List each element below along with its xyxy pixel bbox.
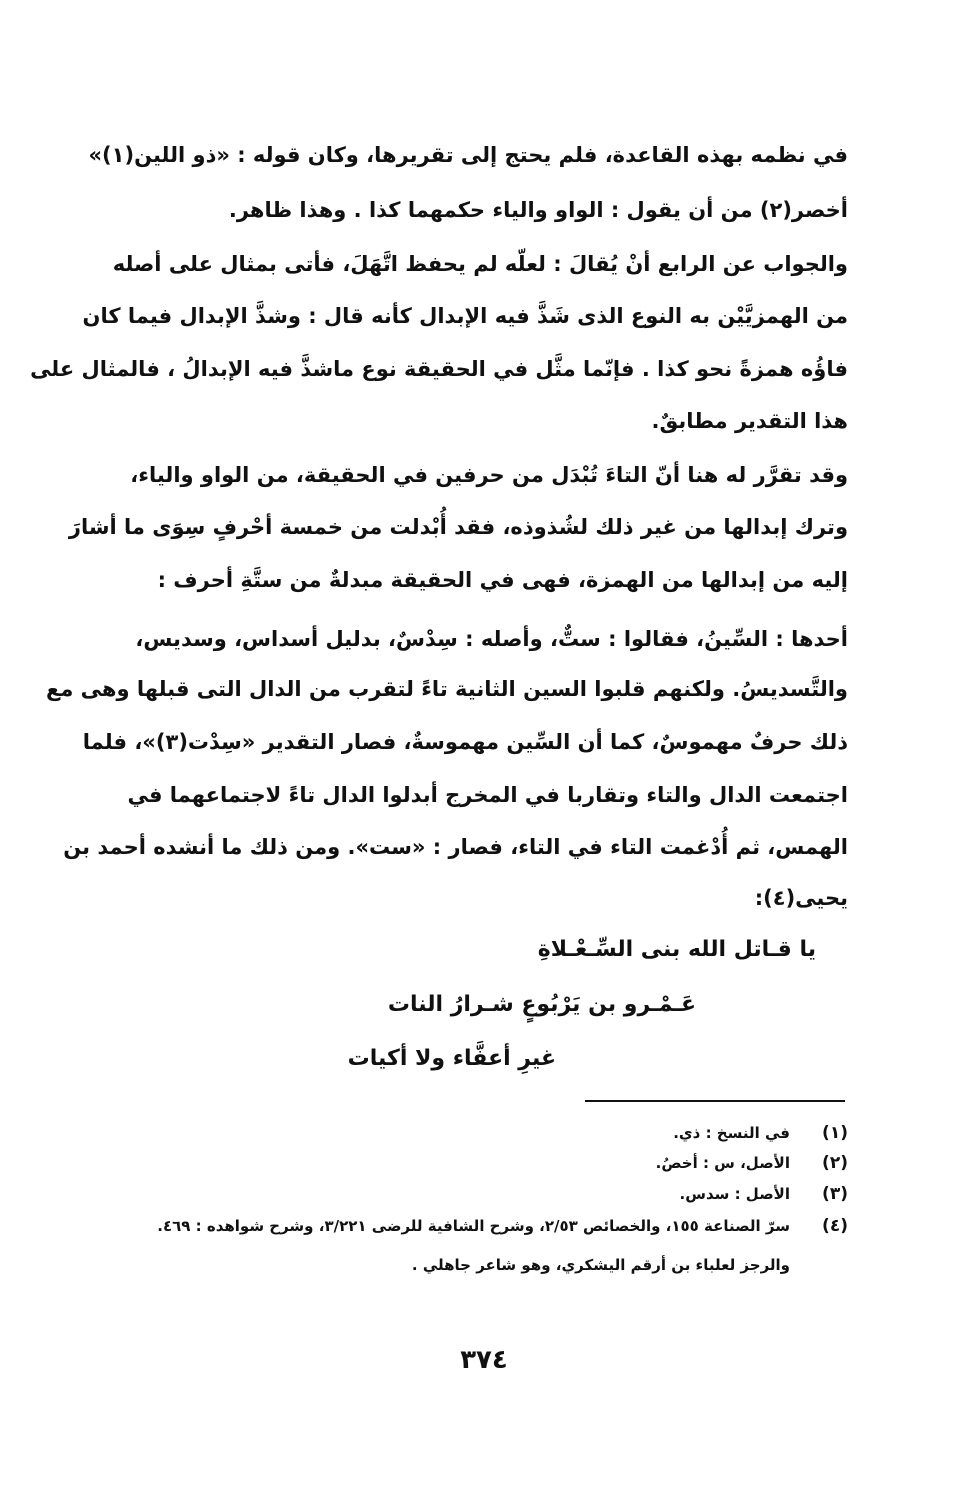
footnote-number: (١) (822, 1123, 848, 1143)
verse-line: يا قـاتل الله بنى السِّـعْـلاةِ (537, 937, 816, 962)
body-line: من الهمزيَّيْن به النوع الذى شَذَّ فيه الإبدال كأنه قال : وشذَّ الإبدال فيما كان (82, 304, 848, 328)
footnote-number: (٣) (822, 1184, 848, 1204)
body-line: والجواب عن الرابع أنْ يُقالَ : لعلّه لم يحفظ اتَّهَلَ، فأتى بمثال على أصله (112, 252, 848, 276)
body-line: هذا التقدير مطابقٌ. (651, 409, 848, 433)
body-line: إليه من إبدالها من الهمزة، فهى في الحقيقة مبدلةٌ من ستَّةِ أحرف : (157, 568, 848, 592)
verse-line: عَـمْـرو بن يَرْبُوعٍ شـرارُ النات (387, 992, 696, 1017)
footnote-number: (٤) (822, 1216, 848, 1236)
body-line: أخصر(٢) من أن يقول : الواو والياء حكمهما كذا . وهذا ظاهر. (228, 198, 848, 222)
body-line: الهمس، ثم أُدْغمت التاء في التاء، فصار : «ست». ومن ذلك ما أنشده أحمد بن (63, 835, 848, 859)
body-line: وقد تقرَّر له هنا أنّ التاءَ تُبْدَل من حرفين في الحقيقة، من الواو والياء، (130, 463, 848, 487)
body-line: اجتمعت الدال والتاء وتقاربا في المخرج أبدلوا الدال تاءً لاجتماعهما في (127, 783, 848, 807)
body-line: في نظمه بهذه القاعدة، فلم يحتج إلى تقريرها، وكان قوله : «ذو اللين(١)» (88, 143, 848, 167)
body-line: فاؤُه همزةً نحو كذا . فإنّما مثَّل في الحقيقة نوع ماشذَّ فيه الإبدالُ ، فالمثال على (30, 357, 848, 381)
footnote-text: سرّ الصناعة ١٥٥، والخصائص ٢/٥٣، وشرح الشافية للرضى ٣/٢٢١، وشرح شواهده : ٤٦٩. (157, 1217, 790, 1235)
footnote-number: (٢) (822, 1153, 848, 1173)
body-line: وترك إبدالها من غير ذلك لشُذوذه، فقد أُبْدلت من خمسة أحْرفٍ سِوَى ما أشارَ (68, 515, 848, 539)
footnote-separator (585, 1100, 845, 1102)
body-line: أحدها : السِّينُ، فقالوا : ستٌّ، وأصله : سِدْسٌ، بدليل أسداس، وسديس، (135, 627, 848, 651)
footnote-text: الأصل، س : أخصُ. (655, 1154, 790, 1172)
footnote-text: الأصل : سدس. (679, 1185, 790, 1203)
body-line: ذلك حرفٌ مهموسٌ، كما أن السِّين مهموسةٌ، فصار التقدير «سِدْت(٣)»، فلما (82, 730, 848, 754)
verse-line: غيرِ أعفَّاء ولا أكيات (347, 1046, 556, 1071)
body-line: والتَّسديسُ. ولكنهم قلبوا السين الثانية تاءً لتقرب من الدال التى قبلها وهى مع (46, 677, 848, 701)
body-line: يحيى(٤): (754, 886, 848, 910)
footnote-text: في النسخ : ذي. (673, 1124, 790, 1142)
page-number: ٣٧٤ (460, 1345, 508, 1375)
footnote-text: والرجز لعلباء بن أرقم اليشكري، وهو شاعر جاهلي . (411, 1256, 790, 1274)
